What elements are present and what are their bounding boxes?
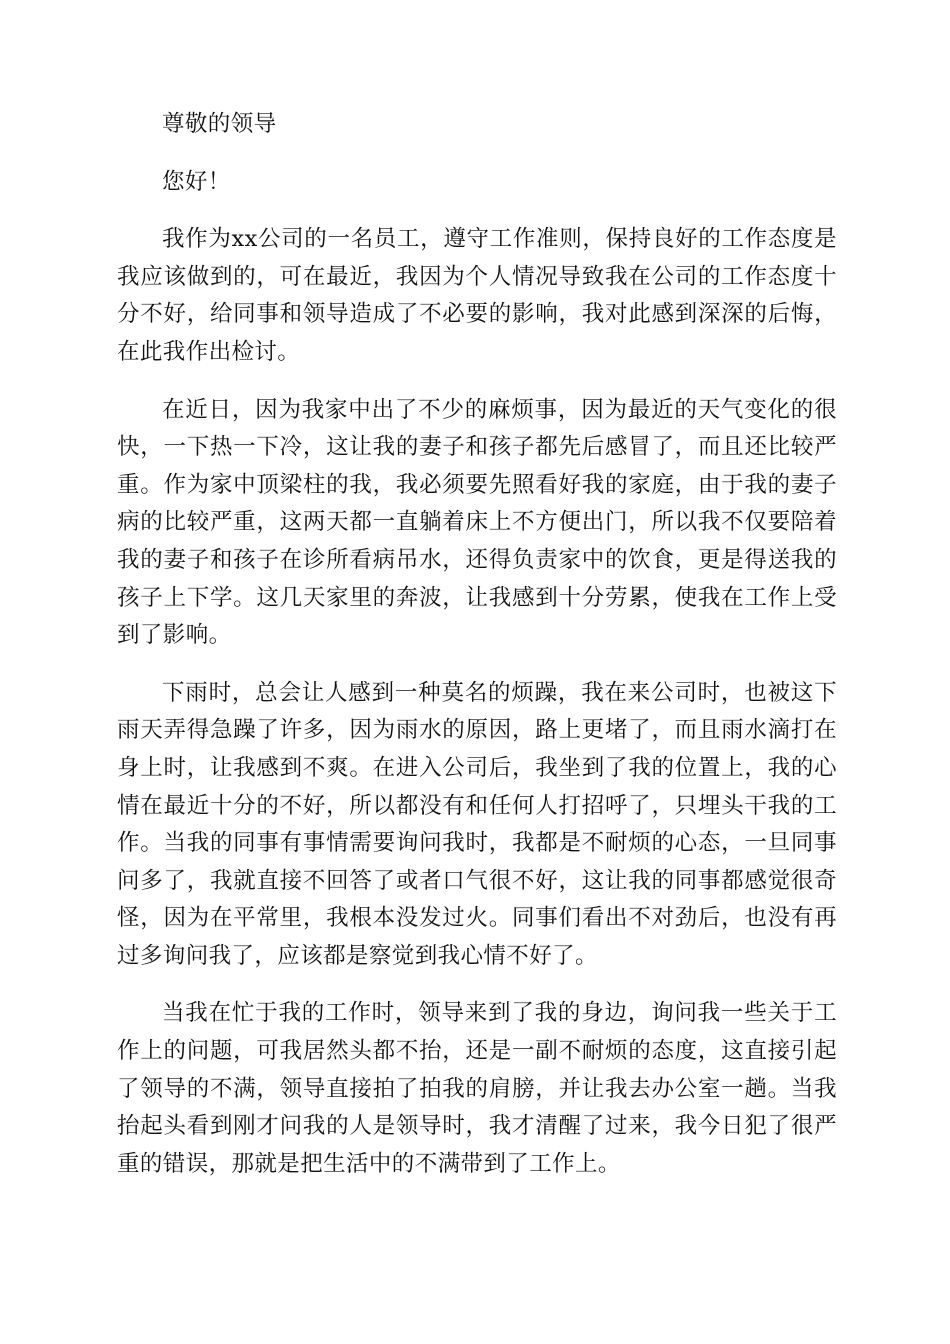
letter-paragraph: 我作为xx公司的一名员工，遵守工作准则，保持良好的工作态度是我应该做到的，可在最近，我因为个人情况导致我在公司的工作态度十分不好，给同事和领导造成了不必要的影响，我对此感到深深的后悔，在此我作出检讨。 xyxy=(117,226,837,365)
letter-paragraph: 下雨时，总会让人感到一种莫名的烦躁，我在来公司时，也被这下雨天弄得急躁了许多，因为雨水的原因，路上更堵了，而且雨水滴打在身上时，让我感到不爽。在进入公司后，我坐到了我的位置上，我的心情在最近十分的不好，所以都没有和任何人打招呼了，只埋头干我的工作。当我的同事有事情需要询问我时，我都是不耐烦的心态，一旦同事问多了，我就直接不回答了或者口气很不好，这让我的同事都感觉很奇怪，因为在平常里，我根本没发过火。同事们看出不对劲后，也没有再过多询问我了，应该都是察觉到我心情不好了。 xyxy=(117,679,837,969)
letter-paragraph: 在近日，因为我家中出了不少的麻烦事，因为最近的天气变化的很快，一下热一下冷，这让我的妻子和孩子都先后感冒了，而且还比较严重。作为家中顶梁柱的我，我必须要先照看好我的家庭，由于我的妻子病的比较严重，这两天都一直躺着床上不方便出门，所以我不仅要陪着我的妻子和孩子在诊所看病吊水，还得负责家中的饮食，更是得送我的孩子上下学。这几天家里的奔波，让我感到十分劳累，使我在工作上受到了影响。 xyxy=(117,396,837,649)
letter-body xyxy=(117,106,837,1203)
letter-salutation: 尊敬的领导 xyxy=(162,111,277,137)
letter-paragraph: 当我在忙于我的工作时，领导来到了我的身边，询问我一些关于工作上的问题，可我居然头都不抬，还是一副不耐烦的态度，这直接引起了领导的不满，领导直接拍了拍我的肩膀，并让我去办公室一趟。当我抬起头看到刚才问我的人是领导时，我才清醒了过来，我今日犯了很严重的错误，那就是把生活中的不满带到了工作上。 xyxy=(117,1000,837,1177)
letter-greeting: 您好！ xyxy=(162,168,231,195)
